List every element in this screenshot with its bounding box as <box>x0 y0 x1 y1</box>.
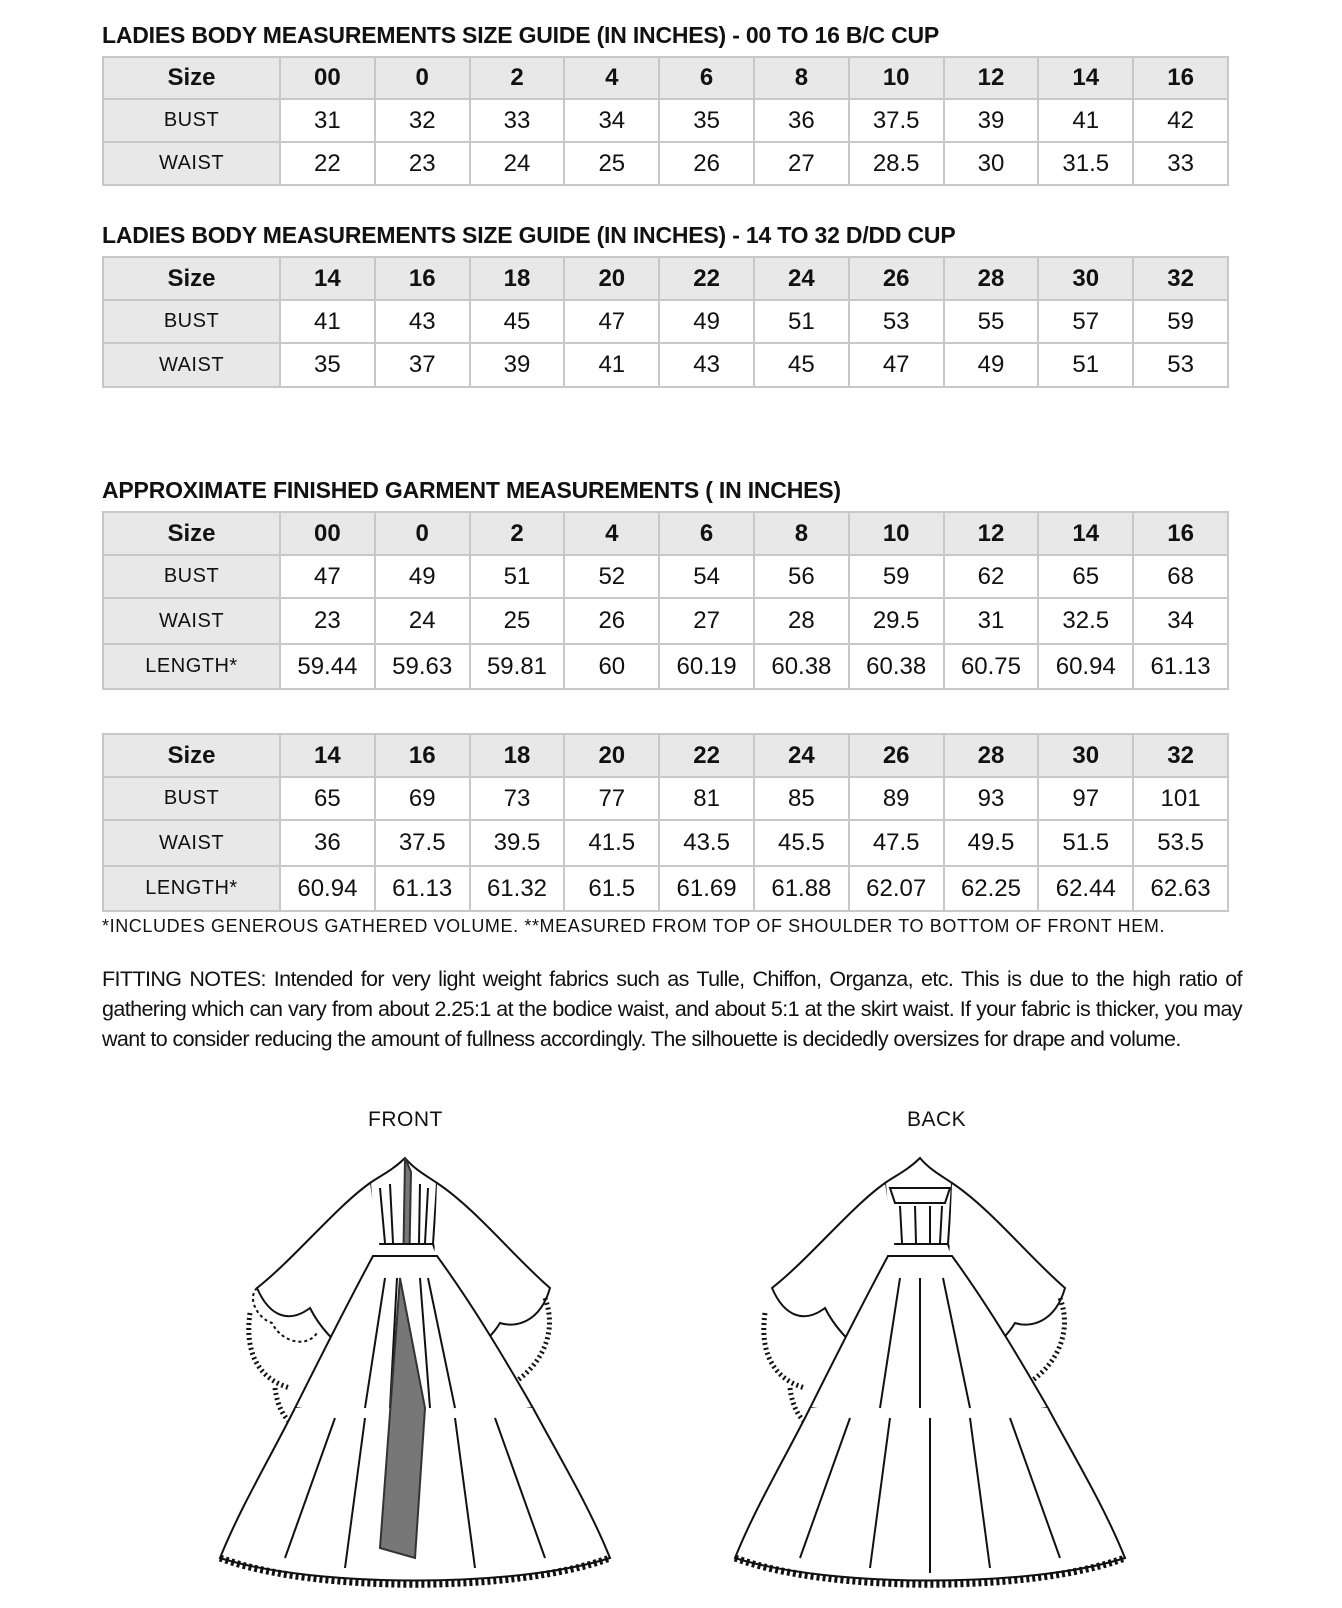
size-header-cell: 00 <box>280 57 375 99</box>
size-header-cell: 28 <box>944 257 1039 300</box>
table-cell: 61.88 <box>754 866 849 911</box>
table-cell: 23 <box>280 598 375 644</box>
table-cell: 34 <box>564 99 659 142</box>
table-cell: 49.5 <box>944 820 1039 866</box>
table-cell: 59.81 <box>470 644 565 689</box>
table-header-row <box>103 512 1228 555</box>
table-cell: 28 <box>754 598 849 644</box>
size-header-cell: 14 <box>280 257 375 300</box>
size-header-cell: 16 <box>1133 512 1228 555</box>
table-cell: 62.07 <box>849 866 944 911</box>
table-2-title: LADIES BODY MEASUREMENTS SIZE GUIDE (IN INCHES) - 14 TO 32 D/DD CUP <box>102 222 956 248</box>
size-header-cell: 30 <box>1038 257 1133 300</box>
back-bodice <box>885 1158 952 1256</box>
table-cell: 35 <box>659 99 754 142</box>
table-cell: 54 <box>659 555 754 598</box>
table-cell: 26 <box>659 142 754 185</box>
size-header-cell: 00 <box>280 512 375 555</box>
table-cell: 61.32 <box>470 866 565 911</box>
table-cell: 51 <box>754 300 849 343</box>
table-cell: 59 <box>1133 300 1228 343</box>
table-header-row <box>103 57 1228 99</box>
table-cell: 47.5 <box>849 820 944 866</box>
size-header-cell: 24 <box>754 257 849 300</box>
fitting-notes: FITTING NOTES: Intended for very light weight fabrics such as Tulle, Chiffon, Organza, etc. This is due to the high ratio of gathering which can vary from about 2.25:1 at the bodice waist, and about 5:1 at the skirt waist. If your fabric is thicker, you may want to consider reducing the amount of fullness accordingly. The silhouette is decidedly oversizes for drape and volume. <box>102 967 1242 1051</box>
size-header-cell: 0 <box>375 57 470 99</box>
table-cell: 42 <box>1133 99 1228 142</box>
table-cell: 60.19 <box>659 644 754 689</box>
table-cell: 60.38 <box>849 644 944 689</box>
size-header-cell: 16 <box>1133 57 1228 99</box>
table-cell: 60.38 <box>754 644 849 689</box>
size-header-cell: 14 <box>280 734 375 777</box>
table-cell: 62.63 <box>1133 866 1228 911</box>
table-cell: 89 <box>849 777 944 820</box>
table-cell: 39 <box>470 343 565 387</box>
row-label: BUST <box>103 300 280 343</box>
finished-garment-table-14-32 <box>102 733 1229 912</box>
table-header-row <box>103 734 1228 777</box>
size-header-cell: 2 <box>470 512 565 555</box>
table-cell: 43.5 <box>659 820 754 866</box>
table-1-title: LADIES BODY MEASUREMENTS SIZE GUIDE (IN INCHES) - 00 TO 16 B/C CUP <box>102 22 940 48</box>
table-row <box>103 555 1228 598</box>
front-garment-sketch <box>215 1148 615 1588</box>
table-cell: 59 <box>849 555 944 598</box>
table-cell: 37.5 <box>375 820 470 866</box>
table-cell: 37.5 <box>849 99 944 142</box>
table-cell: 51 <box>470 555 565 598</box>
table-row <box>103 300 1228 343</box>
size-header-label: Size <box>103 57 280 99</box>
size-header-cell: 0 <box>375 512 470 555</box>
table-cell: 101 <box>1133 777 1228 820</box>
table-cell: 32.5 <box>1038 598 1133 644</box>
size-header-cell: 26 <box>849 257 944 300</box>
size-header-cell: 12 <box>944 57 1039 99</box>
table-cell: 56 <box>754 555 849 598</box>
size-header-cell: 6 <box>659 57 754 99</box>
table-cell: 59.44 <box>280 644 375 689</box>
table-cell: 41.5 <box>564 820 659 866</box>
table-cell: 41 <box>564 343 659 387</box>
table-cell: 60.94 <box>280 866 375 911</box>
table-cell: 73 <box>470 777 565 820</box>
row-label: BUST <box>103 99 280 142</box>
table-cell: 69 <box>375 777 470 820</box>
table-cell: 81 <box>659 777 754 820</box>
table-cell: 49 <box>659 300 754 343</box>
table-cell: 27 <box>659 598 754 644</box>
table-cell: 49 <box>944 343 1039 387</box>
table-cell: 31.5 <box>1038 142 1133 185</box>
table-cell: 27 <box>754 142 849 185</box>
finished-garment-table-00-16 <box>102 511 1229 690</box>
table-cell: 39.5 <box>470 820 565 866</box>
table-cell: 45 <box>470 300 565 343</box>
row-label: WAIST <box>103 820 280 866</box>
table-cell: 53 <box>1133 343 1228 387</box>
table-cell: 51.5 <box>1038 820 1133 866</box>
table-cell: 32 <box>375 99 470 142</box>
table-cell: 30 <box>944 142 1039 185</box>
size-header-cell: 20 <box>564 257 659 300</box>
table-cell: 60.75 <box>944 644 1039 689</box>
table-cell: 37 <box>375 343 470 387</box>
row-label: WAIST <box>103 598 280 644</box>
table-cell: 61.5 <box>564 866 659 911</box>
table-cell: 60 <box>564 644 659 689</box>
table-cell: 34 <box>1133 598 1228 644</box>
table-cell: 26 <box>564 598 659 644</box>
size-header-cell: 4 <box>564 57 659 99</box>
size-header-cell: 24 <box>754 734 849 777</box>
table-cell: 93 <box>944 777 1039 820</box>
size-header-cell: 32 <box>1133 257 1228 300</box>
table-row <box>103 142 1228 185</box>
table-cell: 47 <box>564 300 659 343</box>
front-view-label: FRONT <box>368 1108 443 1131</box>
table-cell: 41 <box>1038 99 1133 142</box>
table-cell: 77 <box>564 777 659 820</box>
table-cell: 97 <box>1038 777 1133 820</box>
table-cell: 53.5 <box>1133 820 1228 866</box>
table-row <box>103 644 1228 689</box>
table-cell: 36 <box>754 99 849 142</box>
size-header-cell: 28 <box>944 734 1039 777</box>
size-header-cell: 2 <box>470 57 565 99</box>
size-header-cell: 14 <box>1038 512 1133 555</box>
size-table-d-dd-cup <box>102 256 1229 388</box>
table-cell: 65 <box>1038 555 1133 598</box>
table-cell: 61.13 <box>1133 644 1228 689</box>
size-header-cell: 22 <box>659 734 754 777</box>
size-header-cell: 30 <box>1038 734 1133 777</box>
size-header-cell: 26 <box>849 734 944 777</box>
size-table-bc-cup <box>102 56 1229 186</box>
row-label: LENGTH* <box>103 866 280 911</box>
table-cell: 55 <box>944 300 1039 343</box>
size-header-label: Size <box>103 512 280 555</box>
size-header-cell: 16 <box>375 257 470 300</box>
table-cell: 49 <box>375 555 470 598</box>
table-cell: 62.25 <box>944 866 1039 911</box>
table-cell: 36 <box>280 820 375 866</box>
size-header-cell: 20 <box>564 734 659 777</box>
table-cell: 52 <box>564 555 659 598</box>
row-label: WAIST <box>103 343 280 387</box>
table-row <box>103 343 1228 387</box>
table-cell: 61.69 <box>659 866 754 911</box>
table-cell: 45 <box>754 343 849 387</box>
table-cell: 61.13 <box>375 866 470 911</box>
row-label: BUST <box>103 777 280 820</box>
table-cell: 29.5 <box>849 598 944 644</box>
row-label: BUST <box>103 555 280 598</box>
size-header-cell: 8 <box>754 512 849 555</box>
table-cell: 39 <box>944 99 1039 142</box>
table-header-row <box>103 257 1228 300</box>
size-header-cell: 8 <box>754 57 849 99</box>
table-cell: 24 <box>375 598 470 644</box>
table-row <box>103 777 1228 820</box>
size-header-cell: 22 <box>659 257 754 300</box>
table-row <box>103 99 1228 142</box>
table-cell: 22 <box>280 142 375 185</box>
footnote: *INCLUDES GENEROUS GATHERED VOLUME. **MEASURED FROM TOP OF SHOULDER TO BOTTOM OF FRONT HEM. <box>102 916 1166 936</box>
table-cell: 31 <box>280 99 375 142</box>
table-cell: 33 <box>470 99 565 142</box>
table-row <box>103 866 1228 911</box>
size-header-cell: 32 <box>1133 734 1228 777</box>
size-header-label: Size <box>103 734 280 777</box>
table-cell: 35 <box>280 343 375 387</box>
table-cell: 24 <box>470 142 565 185</box>
back-view-label: BACK <box>907 1108 967 1131</box>
table-cell: 31 <box>944 598 1039 644</box>
table-cell: 85 <box>754 777 849 820</box>
table-cell: 43 <box>375 300 470 343</box>
size-header-cell: 18 <box>470 734 565 777</box>
size-header-label: Size <box>103 257 280 300</box>
table-cell: 25 <box>470 598 565 644</box>
table-row <box>103 598 1228 644</box>
size-header-cell: 10 <box>849 57 944 99</box>
size-header-cell: 14 <box>1038 57 1133 99</box>
row-label: WAIST <box>103 142 280 185</box>
table-cell: 41 <box>280 300 375 343</box>
table-cell: 68 <box>1133 555 1228 598</box>
size-header-cell: 4 <box>564 512 659 555</box>
table-3-title: APPROXIMATE FINISHED GARMENT MEASUREMENTS ( IN INCHES) <box>102 477 841 503</box>
table-cell: 45.5 <box>754 820 849 866</box>
table-cell: 47 <box>280 555 375 598</box>
size-header-cell: 16 <box>375 734 470 777</box>
table-row <box>103 820 1228 866</box>
table-cell: 62 <box>944 555 1039 598</box>
size-header-cell: 10 <box>849 512 944 555</box>
table-cell: 51 <box>1038 343 1133 387</box>
table-cell: 65 <box>280 777 375 820</box>
back-garment-sketch <box>730 1148 1130 1588</box>
size-header-cell: 6 <box>659 512 754 555</box>
table-cell: 62.44 <box>1038 866 1133 911</box>
table-cell: 57 <box>1038 300 1133 343</box>
table-cell: 60.94 <box>1038 644 1133 689</box>
table-cell: 59.63 <box>375 644 470 689</box>
table-cell: 43 <box>659 343 754 387</box>
table-cell: 25 <box>564 142 659 185</box>
size-header-cell: 12 <box>944 512 1039 555</box>
table-cell: 23 <box>375 142 470 185</box>
table-cell: 33 <box>1133 142 1228 185</box>
table-cell: 28.5 <box>849 142 944 185</box>
table-cell: 53 <box>849 300 944 343</box>
table-cell: 47 <box>849 343 944 387</box>
size-header-cell: 18 <box>470 257 565 300</box>
row-label: LENGTH* <box>103 644 280 689</box>
